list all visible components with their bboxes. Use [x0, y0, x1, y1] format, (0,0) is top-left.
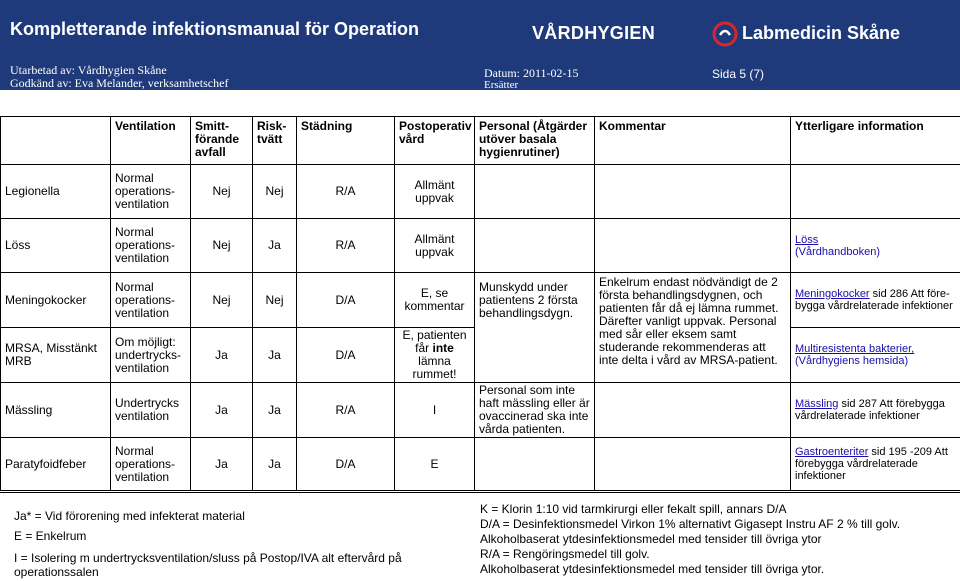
- risk-cell: Ja: [253, 383, 297, 438]
- ventilation-cell: Om möjligt: undertrycks-ventilation: [111, 328, 191, 383]
- personal-cell: [475, 165, 595, 219]
- document-title: Kompletterande infektionsmanual för Operation: [10, 19, 420, 39]
- approved-by: Godkänd av: Eva Melander, verksamhetschef: [10, 76, 229, 90]
- risk-cell: Ja: [253, 438, 297, 491]
- page-number: Sida 5 (7): [712, 67, 765, 81]
- postop-text-emph: inte: [432, 341, 454, 355]
- table-row: [1, 383, 960, 438]
- document-date: Datum: 2011-02-15: [484, 66, 579, 80]
- legend-footer: [0, 492, 960, 581]
- row-name: Meningokocker: [1, 273, 111, 328]
- document-header: [0, 0, 960, 92]
- info-cell: [791, 328, 960, 383]
- legend-right-2: Alkoholbaserat ytdesinfektionsmedel med tensider till övriga ytor: [480, 532, 822, 546]
- ventilation-cell: Normal operations-ventilation: [111, 438, 191, 491]
- info-link[interactable]: Mässling: [795, 398, 839, 410]
- kommentar-cell-meningokocker: Enkelrum endast nödvändigt de 2 första behandlingsdygnen, och patienten får då ej lämna rummet. Därefter vanligt uppvak. Personal med sår eller eksem samt studerande rekommenderas att inte delta i vård av MRSA-patient.: [595, 273, 791, 383]
- personal-cell-meningokocker: Munskydd under patientens 2 första behandlingsdygn.: [475, 273, 595, 383]
- legend-right-1: D/A = Desinfektionsmedel Virkon 1% alternativt Gigasept Instru AF 2 % till golv.: [480, 517, 901, 531]
- risk-cell: Nej: [253, 165, 297, 219]
- header-stadning: Städning: [297, 117, 395, 165]
- postop-cell: E, se kommentar: [395, 273, 475, 328]
- legend-left-0: Ja* = Vid förorening med infekterat material: [14, 509, 245, 523]
- brand-name: VÅRDHYGIEN: [532, 23, 656, 43]
- info-cell: [791, 383, 960, 438]
- info-text: sid 286 Att före-bygga vårdrelaterade infektioner: [795, 288, 953, 312]
- kommentar-cell: [595, 438, 791, 491]
- header-smitt: Smitt-förande avfall: [191, 117, 253, 165]
- postop-text-a: E, patienten får: [402, 328, 467, 355]
- info-cell: [791, 219, 960, 273]
- table-row: [1, 219, 960, 273]
- header-postop: Postoperativ vård: [395, 117, 475, 165]
- risk-cell: Ja: [253, 219, 297, 273]
- postop-cell: [395, 328, 475, 383]
- header-ytterligare: Ytterligare information: [791, 117, 960, 165]
- info-link[interactable]: Multiresistenta bakterier,: [795, 343, 915, 355]
- stadning-cell: D/A: [297, 328, 395, 383]
- header-personal: Personal (Åtgärder utöver basala hygienrutiner): [475, 117, 595, 165]
- kommentar-cell: [595, 383, 791, 438]
- risk-cell: Nej: [253, 273, 297, 328]
- postop-cell: Allmänt uppvak: [395, 219, 475, 273]
- row-name: Legionella: [1, 165, 111, 219]
- personal-cell: [475, 219, 595, 273]
- stadning-cell: D/A: [297, 273, 395, 328]
- header-top-bar: [0, 0, 960, 62]
- info-text: sid 287 Att förebygga vårdrelaterade infektioner: [795, 398, 945, 422]
- header-empty: [1, 117, 111, 165]
- row-name: Paratyfoidfeber: [1, 438, 111, 491]
- legend-right-3: R/A = Rengöringsmedel till golv.: [480, 547, 650, 561]
- info-text: (Vårdhandboken): [795, 245, 881, 258]
- worked-by: Utarbetad av: Vårdhygien Skåne: [10, 63, 167, 77]
- row-name: Löss: [1, 219, 111, 273]
- info-link[interactable]: Gastroenteriter: [795, 446, 869, 458]
- stadning-cell: R/A: [297, 383, 395, 438]
- stadning-cell: D/A: [297, 438, 395, 491]
- table-row: [1, 438, 960, 491]
- header-meta-bar: [0, 62, 960, 90]
- smitt-cell: Nej: [191, 165, 253, 219]
- header-ventilation: Ventilation: [111, 117, 191, 165]
- table-row: [1, 273, 960, 328]
- info-text: (Vårdhygiens hemsida): [795, 355, 909, 367]
- postop-cell: I: [395, 383, 475, 438]
- legend-left-1: E = Enkelrum: [14, 529, 87, 543]
- kommentar-cell: [595, 219, 791, 273]
- smitt-cell: Ja: [191, 383, 253, 438]
- ventilation-cell: Normal operations-ventilation: [111, 165, 191, 219]
- info-text: sid 195 -209 Att förebygga vårdrelaterade infektioner: [795, 446, 948, 482]
- smitt-cell: Nej: [191, 219, 253, 273]
- kommentar-cell: [595, 165, 791, 219]
- table-header-row: [1, 117, 960, 165]
- stadning-cell: R/A: [297, 165, 395, 219]
- infection-table: [0, 116, 960, 491]
- lab-name: Labmedicin Skåne: [742, 23, 901, 43]
- info-cell: [791, 273, 960, 328]
- stadning-cell: R/A: [297, 219, 395, 273]
- risk-cell: Ja: [253, 328, 297, 383]
- personal-cell-massling: Personal som inte haft mässling eller är ovaccinerad ska inte vårda patienten.: [475, 383, 595, 438]
- postop-text-c: lämna rummet!: [412, 354, 457, 381]
- header-risk: Risk-tvätt: [253, 117, 297, 165]
- header-kommentar: Kommentar: [595, 117, 791, 165]
- legend-right-0: K = Klorin 1:10 vid tarmkirurgi eller fekalt spill, annars D/A: [480, 502, 787, 516]
- info-link[interactable]: Meningokocker: [795, 288, 870, 300]
- info-cell: [791, 438, 960, 491]
- row-name: Mässling: [1, 383, 111, 438]
- legend-left-2: I = Isolering m undertrycksventilation/sluss på Postop/IVA alt eftervård på operationssalen: [14, 551, 402, 579]
- row-name: MRSA, Misstänkt MRB: [1, 328, 111, 383]
- info-link[interactable]: Löss: [795, 233, 819, 246]
- smitt-cell: Ja: [191, 438, 253, 491]
- ventilation-cell: Normal operations-ventilation: [111, 273, 191, 328]
- labmedicin-logo-icon: [712, 21, 738, 47]
- info-cell: [791, 165, 960, 219]
- legend-right-4: Alkoholbaserat ytdesinfektionsmedel med tensider till övriga ytor.: [480, 562, 825, 576]
- smitt-cell: Nej: [191, 273, 253, 328]
- smitt-cell: Ja: [191, 328, 253, 383]
- ventilation-cell: Normal operations-ventilation: [111, 219, 191, 273]
- ventilation-cell: Undertrycks ventilation: [111, 383, 191, 438]
- footer-rule: [0, 492, 960, 493]
- postop-cell: E: [395, 438, 475, 491]
- postop-cell: Allmänt uppvak: [395, 165, 475, 219]
- table-row: [1, 165, 960, 219]
- personal-cell: [475, 438, 595, 491]
- replaces-label: Ersätter: [484, 79, 519, 91]
